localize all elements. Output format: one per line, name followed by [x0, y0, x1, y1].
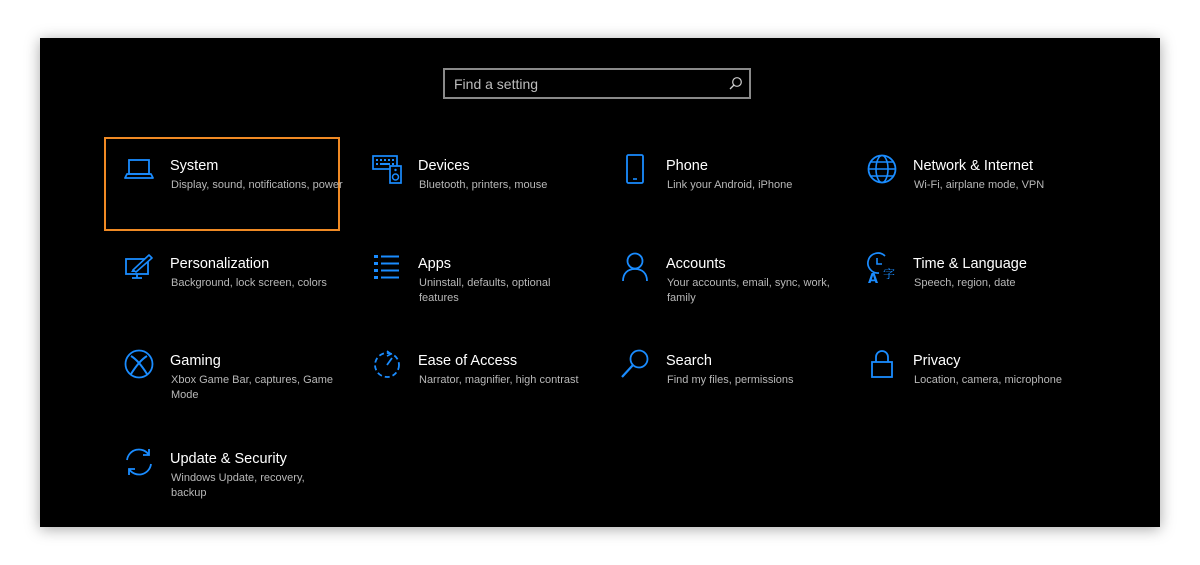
tile-title: Time & Language — [913, 256, 1027, 272]
tile-description: Link your Android, iPhone — [667, 179, 793, 191]
settings-window — [40, 38, 1160, 527]
paint-screen-icon — [122, 250, 156, 284]
keyboard-speaker-icon — [370, 152, 404, 186]
refresh-icon — [122, 445, 156, 479]
tile-phone[interactable] — [600, 137, 836, 231]
tile-personalization[interactable] — [104, 235, 340, 329]
tile-title: Search — [666, 353, 712, 369]
apps-list-icon — [370, 250, 404, 284]
tile-description: Find my files, permissions — [667, 374, 794, 386]
tile-description: Xbox Game Bar, captures, Game Mode — [171, 374, 334, 401]
tile-title: Privacy — [913, 353, 961, 369]
tile-description: Background, lock screen, colors — [171, 277, 327, 289]
time-language-icon — [865, 250, 899, 284]
tile-title: Phone — [666, 158, 708, 174]
tile-description: Windows Update, recovery, backup — [171, 472, 305, 499]
tile-description: Your accounts, email, sync, work, family — [667, 277, 830, 304]
xbox-icon — [122, 347, 156, 381]
tile-description: Uninstall, defaults, optional features — [419, 277, 551, 304]
tile-time-language[interactable] — [847, 235, 1083, 329]
search-box[interactable] — [443, 68, 751, 99]
svg-text:字: 字 — [883, 267, 896, 281]
tile-search[interactable] — [600, 332, 836, 426]
tile-devices[interactable] — [352, 137, 588, 231]
svg-text:A: A — [868, 272, 879, 284]
tile-apps[interactable] — [352, 235, 588, 329]
tile-description: Speech, region, date — [914, 277, 1016, 289]
search-icon — [618, 347, 652, 381]
tile-system[interactable] — [104, 137, 343, 231]
tile-network-internet[interactable] — [847, 137, 1083, 231]
tile-privacy[interactable] — [847, 332, 1083, 426]
ease-of-access-icon — [370, 347, 404, 381]
tile-update-security[interactable] — [104, 430, 340, 524]
tile-title: Personalization — [170, 256, 270, 272]
tile-title: Ease of Access — [418, 353, 518, 369]
tile-description: Narrator, magnifier, high contrast — [419, 374, 579, 386]
tile-gaming[interactable] — [104, 332, 340, 426]
tile-title: Apps — [418, 256, 452, 272]
tile-ease-of-access[interactable] — [352, 332, 588, 426]
tile-title: Devices — [418, 158, 470, 174]
tile-description: Wi-Fi, airplane mode, VPN — [914, 179, 1045, 191]
lock-icon — [865, 347, 899, 381]
tile-title: Network & Internet — [913, 158, 1034, 174]
search-input[interactable] — [445, 70, 724, 97]
phone-icon — [618, 152, 652, 186]
tile-description: Bluetooth, printers, mouse — [419, 179, 548, 191]
laptop-icon — [122, 152, 156, 186]
tile-title: System — [170, 158, 219, 174]
tile-title: Update & Security — [170, 451, 287, 467]
tile-description: Display, sound, notifications, power — [171, 179, 343, 191]
person-icon — [618, 250, 652, 284]
globe-icon — [865, 152, 899, 186]
search-icon[interactable] — [728, 76, 743, 91]
tile-description: Location, camera, microphone — [914, 374, 1062, 386]
tile-accounts[interactable] — [600, 235, 836, 329]
tile-title: Gaming — [170, 353, 221, 369]
tile-title: Accounts — [666, 256, 726, 272]
